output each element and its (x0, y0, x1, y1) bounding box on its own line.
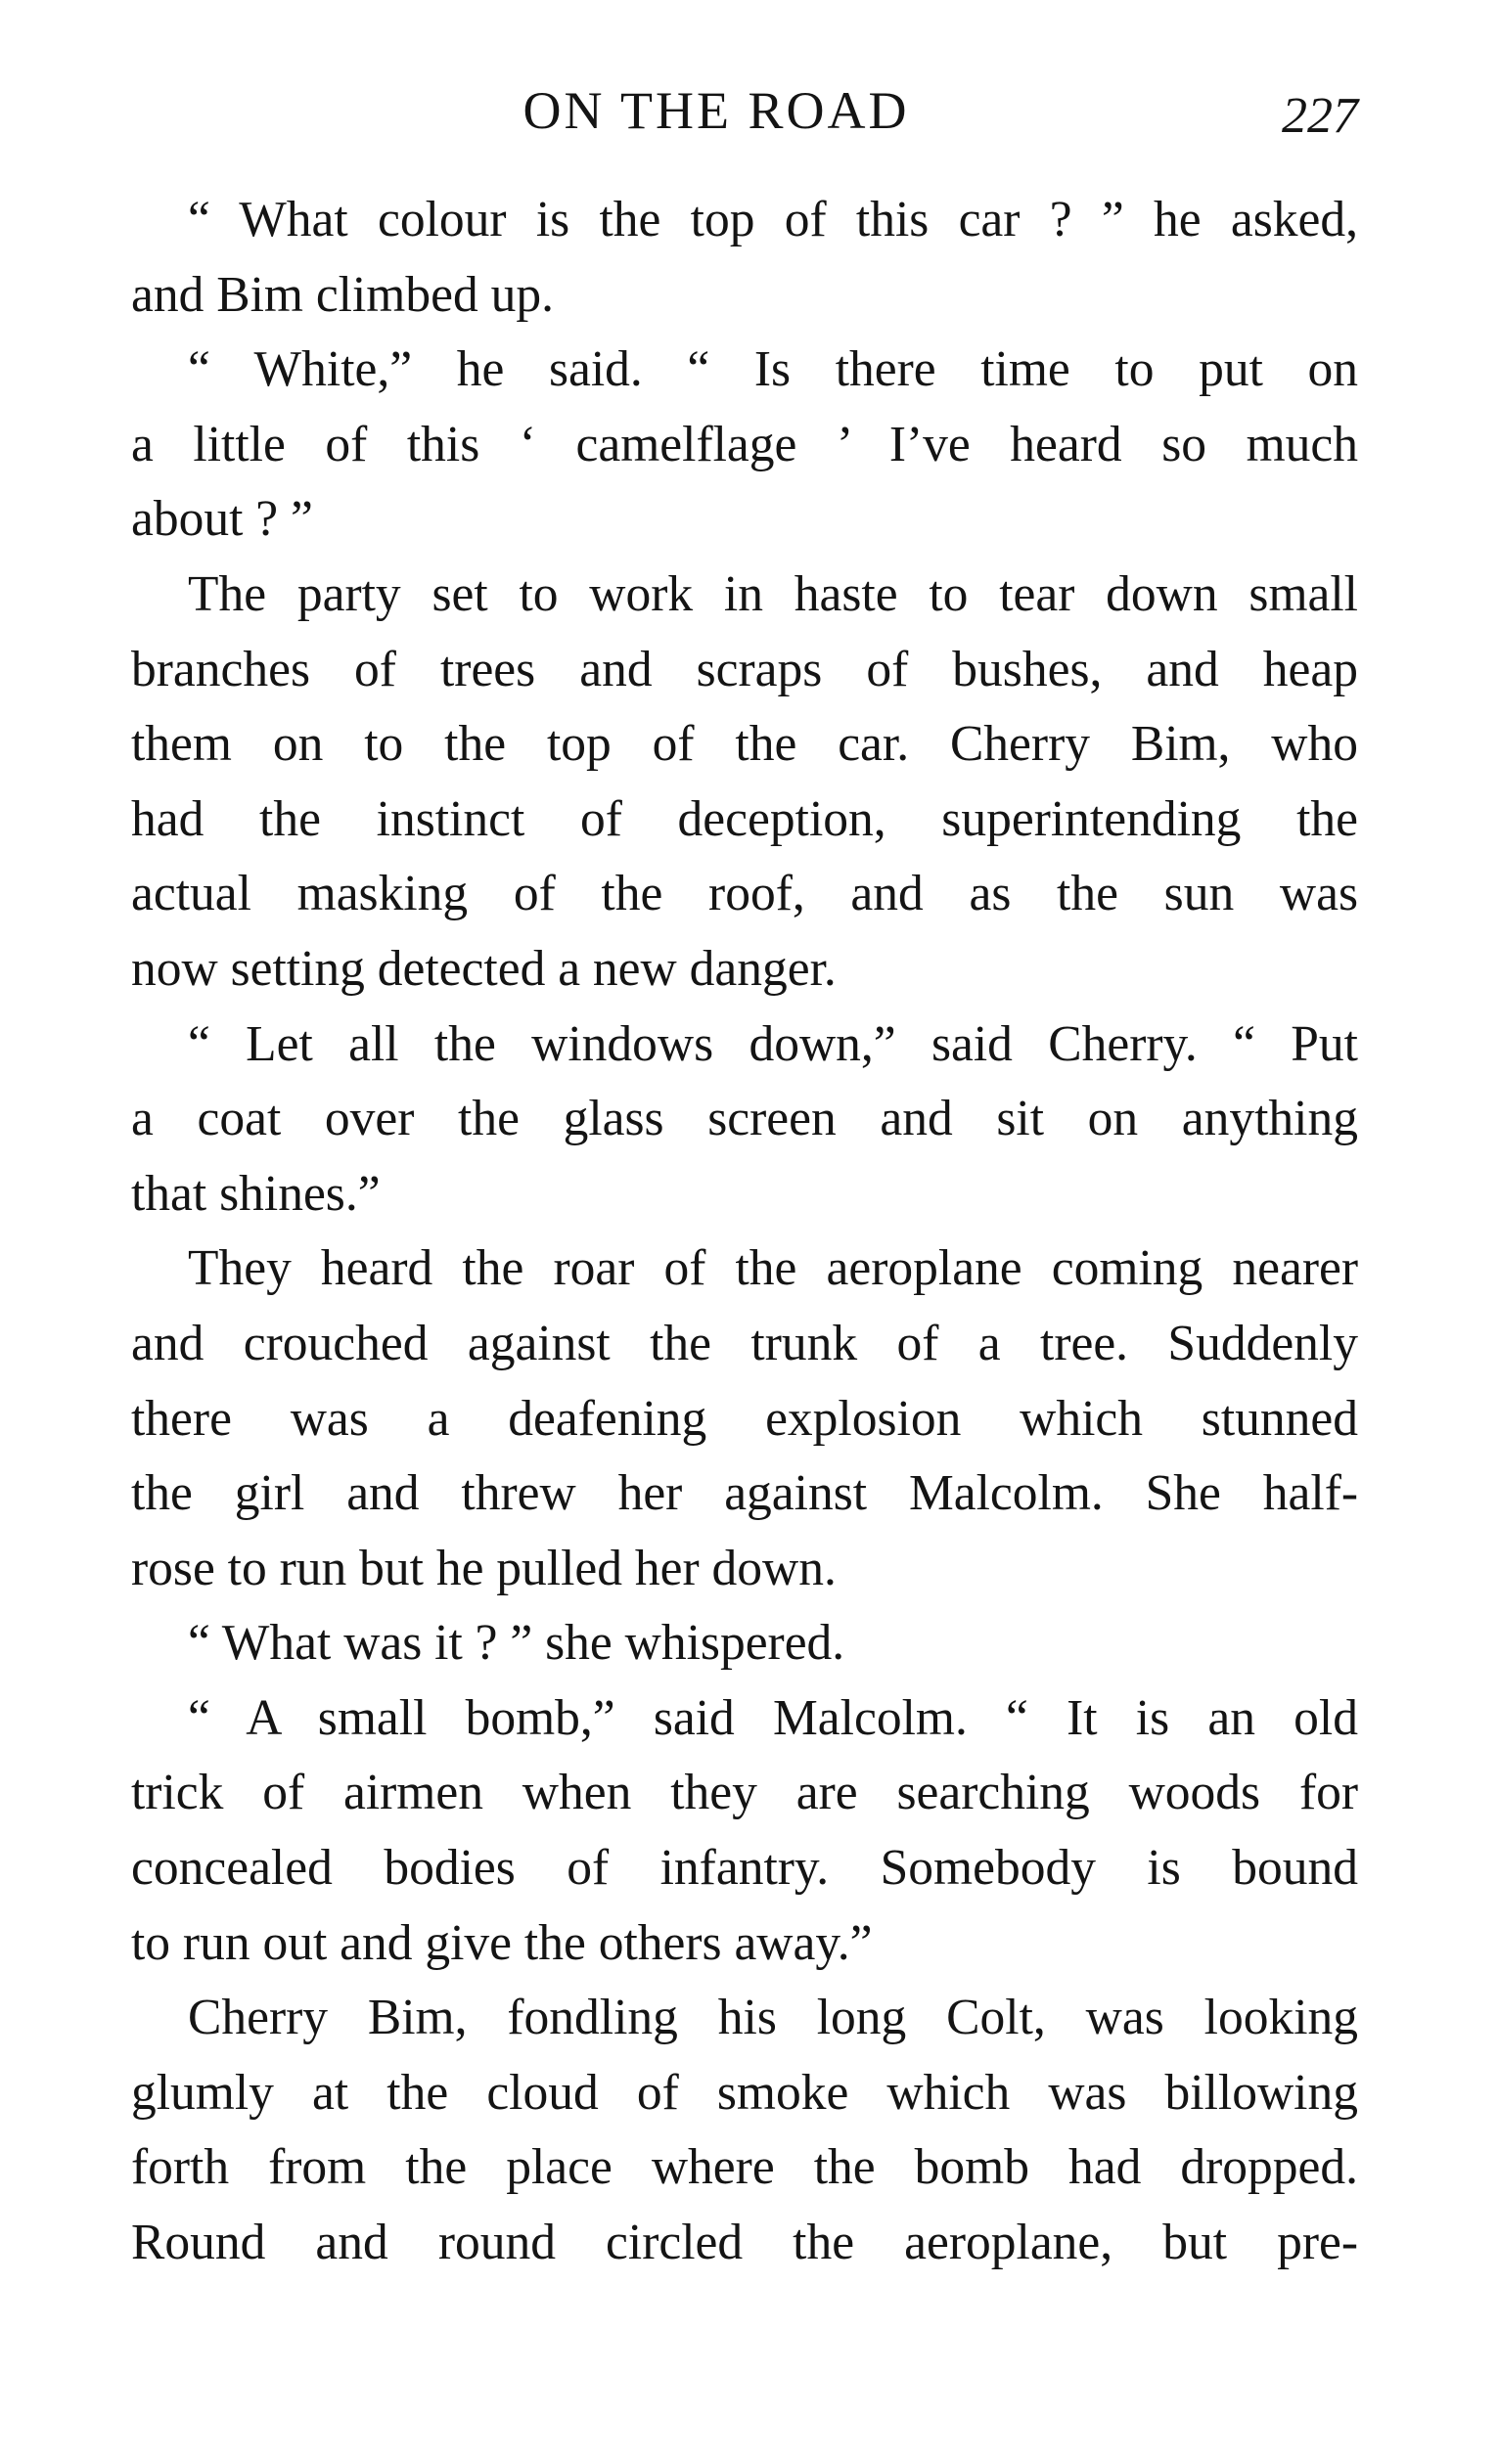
text-line: They heard the roar of the aeroplane coming nearer (188, 1240, 1358, 1297)
paragraph (74, 1981, 1358, 2280)
text-line: that shines.” (131, 1165, 381, 1222)
running-title: ON THE ROAD (522, 81, 910, 140)
text-line: them on to the top of the car. Cherry Bim, who (131, 716, 1358, 773)
text-line: the girl and threw her against Malcolm. She half- (131, 1465, 1358, 1522)
text-line: branches of trees and scraps of bushes, and heap (131, 641, 1358, 697)
page-number: 227 (1282, 88, 1358, 144)
text-line: to run out and give the others away.” (131, 1914, 873, 1971)
text-line: about ? ” (131, 491, 313, 548)
paragraph (74, 183, 1358, 333)
text-line: The party set to work in haste to tear down small (188, 565, 1358, 622)
text-line: “ A small bomb,” said Malcolm. “ It is an old (188, 1689, 1358, 1746)
text-line: forth from the place where the bomb had dropped. (131, 2139, 1358, 2196)
paragraph (74, 1232, 1358, 1606)
text-line: a coat over the glass screen and sit on anything (131, 1091, 1358, 1147)
text-line: a little of this ‘ camelflage ’ I’ve heard so much (131, 416, 1358, 472)
text-line: “ What was it ? ” she whispered. (188, 1615, 845, 1672)
paragraph (74, 558, 1358, 1008)
text-line: and Bim climbed up. (131, 266, 554, 323)
paragraph (74, 333, 1358, 558)
text-line: and crouched against the trunk of a tree. Suddenly (131, 1315, 1358, 1371)
text-line: Cherry Bim, fondling his long Colt, was looking (188, 1990, 1358, 2046)
text-line: trick of airmen when they are searching woods for (131, 1765, 1358, 1821)
text-line: concealed bodies of infantry. Somebody is bound (131, 1840, 1358, 1897)
text-line: there was a deafening explosion which stunned (131, 1390, 1358, 1447)
paragraph (74, 1606, 1358, 1681)
paragraph (74, 1008, 1358, 1232)
text-line: “ Let all the windows down,” said Cherry. “ Put (188, 1015, 1358, 1072)
text-line: Round and round circled the aeroplane, but pre- (131, 2215, 1358, 2271)
text-line: “ White,” he said. “ Is there time to put on (188, 341, 1358, 398)
text-line: glumly at the cloud of smoke which was billowing (131, 2064, 1358, 2121)
text-line: actual masking of the roof, and as the sun was (131, 866, 1358, 922)
book-page (74, 0, 1358, 2464)
paragraph (74, 1681, 1358, 1981)
text-line: rose to run but he pulled her down. (131, 1540, 837, 1596)
page-header (74, 76, 1358, 145)
body-text (74, 183, 1358, 2281)
text-line: had the instinct of deception, superintending the (131, 790, 1358, 847)
text-line: “ What colour is the top of this car ? ” he asked, (188, 192, 1358, 247)
text-line: now setting detected a new danger. (131, 940, 837, 997)
